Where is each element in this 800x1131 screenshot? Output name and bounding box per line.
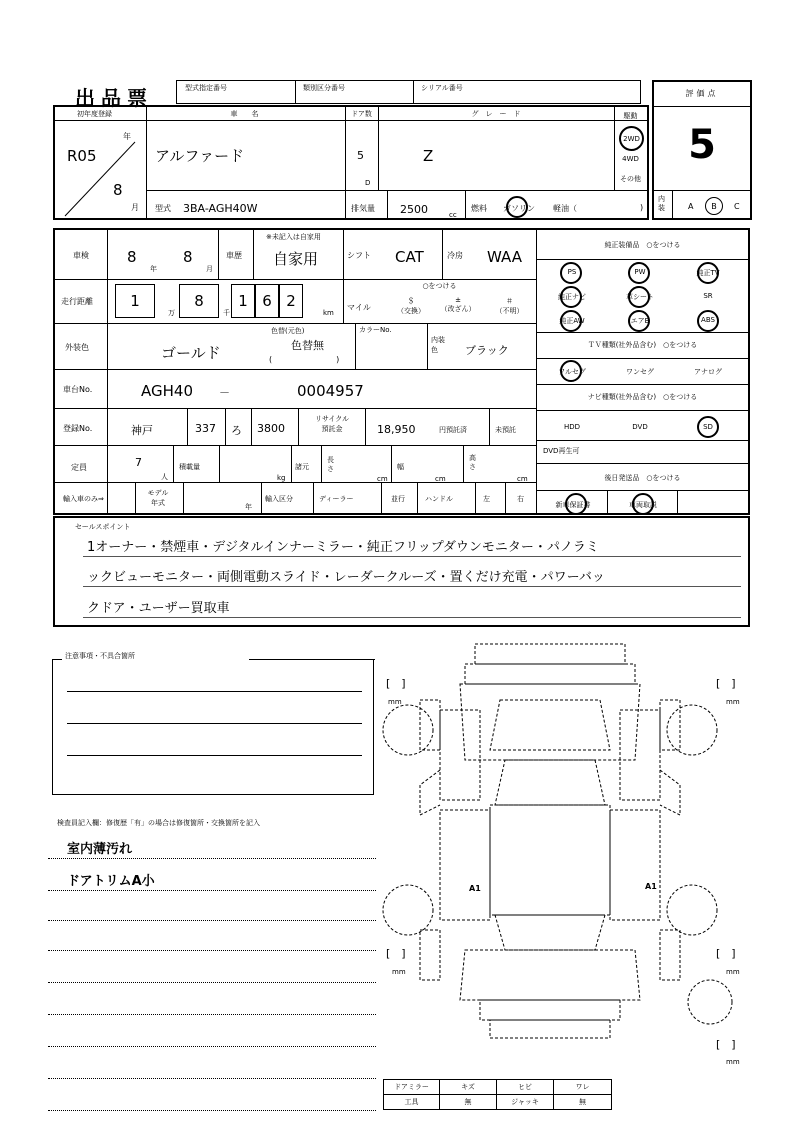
f2-label: 類別区分番号 [303, 84, 345, 92]
id-fields [176, 80, 641, 104]
reg-class: 337 [195, 422, 216, 435]
inspector-label: 検査員記入欄：修復歴「有」の場合は修復箇所・交換箇所を記入 [57, 819, 260, 827]
model-label: 型式 [155, 204, 171, 213]
equipment-title: 純正装備品 ○をつける [604, 241, 681, 249]
model-value: 3BA-AGH40W [183, 202, 258, 215]
nav-sd: SD [703, 423, 713, 431]
equip-airbag: エアB [630, 317, 650, 325]
inspector-line-2: ドアトリムA小 [67, 874, 155, 889]
exterior-label: 外装色 [65, 343, 89, 352]
height-unit: cm [517, 475, 528, 483]
legend-tools: 工具 [404, 1098, 419, 1106]
chassis-number: 0004957 [297, 382, 364, 400]
first-reg-year-unit: 年 [123, 132, 131, 141]
interior-a: A [688, 202, 694, 211]
doors-value: 5 [357, 149, 364, 162]
chassis-dash: － [219, 386, 230, 399]
sales-line-2: ックビューモニター・両側電動スライド・レーダークルーズ・置くだけ充電・パワーバッ [87, 570, 605, 585]
drive-label: 駆動 [623, 112, 638, 120]
equip-aw: 純正AW [559, 317, 585, 325]
handle-right: 右 [517, 495, 524, 503]
mileage-d3: 1 [231, 284, 255, 318]
car-damage-diagram [380, 640, 760, 1080]
height-label: 高さ [469, 454, 476, 471]
inspection-month-unit: 月 [206, 265, 213, 273]
circle-abs [697, 310, 719, 332]
chassis-label: 車台No. [63, 385, 93, 394]
recycle-value: 18,950 [377, 423, 416, 436]
equip-sr: SR [703, 292, 713, 300]
circle-warranty [565, 493, 587, 515]
model-year-label: モデル 年式 [147, 489, 169, 507]
inspection-month: 8 [183, 248, 193, 266]
sales-line-3: クドア・ユーザー買取車 [87, 601, 230, 616]
notes-box [52, 659, 374, 795]
interior-c: C [734, 202, 740, 211]
first-reg-label: 初年度登録 [77, 110, 112, 118]
equip-navi: 純正ナビ [558, 293, 586, 301]
mileage-man: 万 [168, 309, 175, 317]
color-no-label: カラーNo. [359, 326, 392, 334]
fuel-label: 燃料 [471, 204, 487, 213]
mm-rl: mm [392, 968, 406, 976]
fuel-close: ) [640, 203, 644, 212]
grade-name: Z [423, 147, 434, 165]
mm-fr: mm [726, 698, 740, 706]
damage-a1-right: A1 [645, 882, 657, 891]
interior-b: B [705, 197, 723, 215]
circle-navi [560, 286, 582, 308]
notes-label: 注意事項・不具合箇所 [65, 652, 135, 660]
displacement-value: 2500 [400, 203, 428, 216]
nav-dvd: DVD [632, 423, 648, 431]
color-change-label: 色替(元色) [271, 327, 305, 335]
length-unit: cm [377, 475, 388, 483]
tv-oneseg: ワンセグ [626, 368, 654, 376]
capacity-value: 7 [135, 456, 142, 469]
circle-fullseg [560, 360, 582, 382]
tv-fullseg: フルセグ [558, 368, 586, 376]
import-dealer: ディーラー [319, 495, 354, 503]
history-note: ※未記入は自家用 [266, 233, 321, 241]
bracket-fr: [ ] [716, 677, 736, 690]
history-label: 車歴 [226, 251, 242, 260]
later-warranty: 新車保証書 [555, 501, 591, 509]
load-kg: kg [277, 474, 286, 482]
fuel-gas: ガソリン [503, 204, 535, 213]
later-manual: 車両取説 [629, 501, 657, 509]
legend-tools-value: 無 [464, 1098, 472, 1106]
later-title: 後日発送品 ○をつける [604, 474, 681, 482]
inspector-line-1: 室内薄汚れ [67, 842, 133, 857]
inspection-label: 車検 [73, 251, 89, 260]
legend-jack-value: 無 [579, 1098, 586, 1106]
equip-tv: 純正TV [696, 269, 720, 277]
interior-label: 内装 [658, 195, 665, 212]
equip-ps: PS [567, 268, 577, 276]
circle-pw [628, 262, 650, 284]
recycle-label: リサイクル 預託金 [314, 415, 350, 433]
doors-d: D [365, 179, 371, 187]
ac-label: 冷房 [447, 251, 463, 260]
mileage-d2: 8 [179, 284, 219, 318]
f1-label: 型式指定番号 [185, 84, 227, 92]
mm-rr: mm [726, 968, 740, 976]
tv-analog: アナログ [694, 368, 722, 376]
equip-leather: 革シート [626, 293, 654, 301]
bracket-rr: [ ] [716, 947, 736, 960]
circle-sd [697, 416, 719, 438]
circle-airbag [628, 310, 650, 332]
f3-label: シリアル番号 [421, 84, 463, 92]
reg-area: 神戸 [131, 424, 153, 437]
interior-color-value: ブラック [465, 344, 509, 357]
grade-box [652, 80, 752, 220]
mileage-mile: マイル [347, 303, 371, 312]
equip-pw: PW [634, 268, 646, 276]
mileage-km: km [323, 309, 334, 317]
handle-label: ハンドル [425, 495, 453, 503]
nav-title: ナビ種類(社外品含む) ○をつける [587, 393, 698, 401]
exterior-value: ゴールド [161, 344, 221, 362]
damage-a1-left: A1 [469, 884, 481, 893]
capacity-unit: 人 [161, 473, 168, 481]
legend-crack: ヒビ [518, 1083, 532, 1091]
legend-break: ワレ [575, 1083, 590, 1091]
color-change-value: 色替無 [291, 339, 324, 352]
mileage-d4: 6 [255, 284, 279, 318]
fuel-light: 軽油（ [553, 204, 577, 213]
handle-left: 左 [483, 495, 490, 503]
mileage-sen: 千 [223, 309, 230, 317]
nav-dvd-play: DVD再生可 [543, 447, 580, 455]
bracket-rl: [ ] [386, 947, 406, 960]
shift-value: CAT [395, 248, 424, 266]
displacement-label: 排気量 [351, 204, 375, 213]
mileage-d1: 1 [115, 284, 155, 318]
mileage-tampered: ± （改ざん） [440, 296, 476, 313]
import-parallel: 並行 [391, 495, 405, 503]
mm-spare: mm [726, 1058, 740, 1066]
capacity-label: 定員 [71, 463, 87, 472]
car-name: アルファード [155, 147, 245, 165]
grade-score: 5 [688, 122, 716, 168]
circle-leather [628, 286, 650, 308]
mm-fl: mm [388, 698, 402, 706]
doors-label: ドア数 [351, 110, 372, 118]
grade-name-label: グ レ ー ド [471, 110, 521, 118]
circle-ps [560, 262, 582, 284]
width-unit: cm [435, 475, 446, 483]
mileage-label: 走行距離 [61, 297, 93, 306]
color-change-paren: ( ) [269, 355, 340, 364]
legend-mirror: ドアミラー [394, 1083, 429, 1091]
dims-label: 諸元 [295, 463, 309, 471]
form-title: 出品票 [75, 86, 153, 110]
circle-manual [632, 493, 654, 515]
recycle-unpaid: 未預託 [495, 426, 516, 434]
history-value: 自家用 [273, 250, 319, 268]
first-reg-month: 8 [113, 181, 123, 199]
sales-line-1: 1オーナー・禁煙車・デジタルインナーミラー・純正フリップダウンモニター・パノラミ [87, 540, 599, 555]
shift-label: シフト [347, 251, 371, 260]
sales-points [53, 516, 750, 627]
legend-jack: ジャッキ [511, 1098, 539, 1106]
load-label: 積載量 [179, 463, 200, 471]
legend-table [383, 1079, 612, 1110]
vehicle-info-middle [53, 228, 750, 515]
fuel-gas-circle [506, 196, 528, 218]
nav-hdd: HDD [563, 423, 581, 431]
legend-scratch: キズ [461, 1083, 475, 1091]
bracket-spare: [ ] [716, 1038, 736, 1051]
grade-label: 評価点 [685, 89, 719, 98]
first-reg-era: R05 [67, 147, 97, 165]
sales-label: セールスポイント [75, 523, 131, 531]
model-year-unit: 年 [245, 503, 252, 511]
inspection-year-unit: 年 [150, 265, 157, 273]
drive-4wd: 4WD [622, 155, 639, 163]
recycle-unit: 円預託済 [439, 426, 467, 434]
car-name-label: 車 名 [230, 110, 259, 118]
reg-kana: ろ [231, 424, 242, 437]
ac-value: WAA [487, 248, 522, 266]
length-label: 長さ [327, 456, 334, 473]
chassis-model: AGH40 [141, 382, 193, 400]
equip-abs: ABS [701, 316, 715, 324]
reg-no-label: 登録No. [63, 424, 93, 433]
vehicle-info-top [53, 105, 649, 220]
width-label: 幅 [397, 463, 404, 471]
circle-aw [560, 310, 582, 332]
interior-color-label: 内装色 [431, 336, 445, 354]
inspection-year: 8 [127, 248, 137, 266]
first-reg-month-unit: 月 [131, 203, 139, 212]
tv-title: ＴＶ種類(社外品含む) ○をつける [587, 341, 698, 349]
mileage-circle-note: ○をつける [422, 282, 457, 290]
circle-tv [697, 262, 719, 284]
import-kubun-label: 輸入区分 [265, 495, 293, 503]
mileage-unknown: ＃ （不明） [495, 297, 524, 315]
import-label: 輸入車のみ⇒ [63, 495, 104, 503]
mileage-d5: 2 [279, 284, 303, 318]
bracket-fl: [ ] [386, 677, 406, 690]
mileage-exchange: ＄ （交換） [397, 297, 425, 315]
reg-number: 3800 [257, 422, 285, 435]
drive-other: その他 [620, 175, 641, 183]
drive-2wd: 2WD [619, 126, 644, 151]
displacement-unit: cc [449, 211, 457, 219]
